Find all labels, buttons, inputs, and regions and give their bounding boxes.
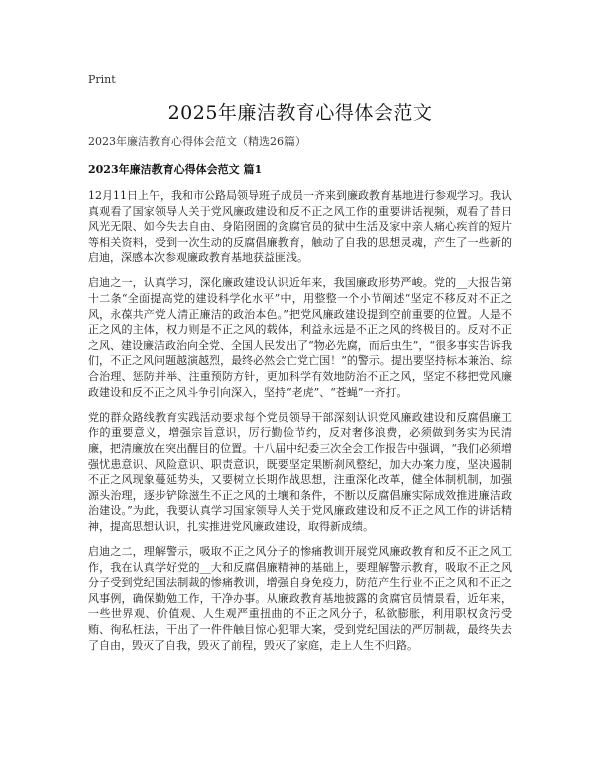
page-title: 2025年廉洁教育心得体会范文 bbox=[167, 102, 433, 124]
print-label: Print bbox=[88, 73, 116, 86]
document-body bbox=[88, 188, 512, 663]
body-paragraph: 启迪之一，认真学习，深化廉政建设认识近年来，我国廉政形势严峻。党的__大报告第十二条“全面提高党的建设科学化水平”中，用整整一个小节阐述“坚定不移反对不正之风，永葆共产党人清正廉洁的政治本色。”把党风廉政建设提到空前重要的位置。人是不正之风的主体，权力则是不正之风的载体，利益永远是不正之风的终极目的。反对不正之风、建设廉洁政治向全党、全国人民发出了“物必先腐，而后虫生”，“很多事实告诉我们，不正之风问题越演越烈，最终必然会亡党亡国！”的警示。提出要坚持标本兼治、综合治理、惩防并举、注重预防方针，更加科学有效地防治不正之风，坚定不移把党风廉政建设和反不正之风斗争引向深入，坚持“老虎”、“苍蝇”一齐打。 bbox=[88, 276, 512, 399]
body-paragraph: 党的群众路线教育实践活动要求每个党员领导干部深刻认识党风廉政建设和反腐倡廉工作的重要意义，增强宗旨意识，厉行勤俭节约，反对奢侈浪费，必须做到务实为民清廉，把清廉放在突出醒目的位置。十八届中纪委三次全会工作报告中强调，“我们必须增强忧患意识、风险意识、职责意识，既要坚定果断刹风整纪，加大办案力度，坚决遏制不正之风现象蔓延势头，又要树立长期作战思想，注重深化改革，健全体制机制，加强源头治理，逐步铲除滋生不正之风的土壤和条件，不断以反腐倡廉实际成效推进廉洁政治建设。”为此，我要认真学习国家领导人关于党风廉政建设和反不正之风工作的讲话精神，提高思想认识，扎实推进党风廉政建设，取得新成绩。 bbox=[88, 410, 512, 533]
section-heading: 2023年廉洁教育心得体会范文 篇1 bbox=[88, 163, 263, 176]
body-paragraph: 启迪之二，理解警示，吸取不正之风分子的惨痛教训开展党风廉政教育和反不正之风工作，我在认真学好党的__大和反腐倡廉精神的基础上，要理解警示教育，吸取不正之风分子受到党纪国法制裁的惨痛教训，增强自身免疫力，防范产生行业不正之风和不正之风事例，确保勤勉工作，干净办事。从廉政教育基地披露的贪腐官员情景看，近年来，一些世界观、价值观、人生观严重扭曲的不正之风分子，私欲膨胀，利用职权贪污受贿、徇私枉法，干出了一件件触目惊心犯罪大案，受到党纪国法的严厉制裁，最终失去了自由，毁灭了自我，毁灭了前程，毁灭了家庭，走上人生不归路。 bbox=[88, 544, 512, 652]
document-subtitle: 2023年廉洁教育心得体会范文（精选26篇） bbox=[88, 135, 306, 148]
body-paragraph: 12月11日上午，我和市公路局领导班子成员一齐来到廉政教育基地进行参观学习。我认真观看了国家领导人关于党风廉政建设和反不正之风工作的重要讲话视频，观看了昔日风光无限、如今失去自由、身陷囹圄的贪腐官员的狱中生活及家中亲人痛心疾首的短片等相关资料，受到一次生动的反腐倡廉教育，触动了自我的思想灵魂，产生了一些新的启迪，深感本次参观廉政教育基地获益匪浅。 bbox=[88, 189, 512, 265]
